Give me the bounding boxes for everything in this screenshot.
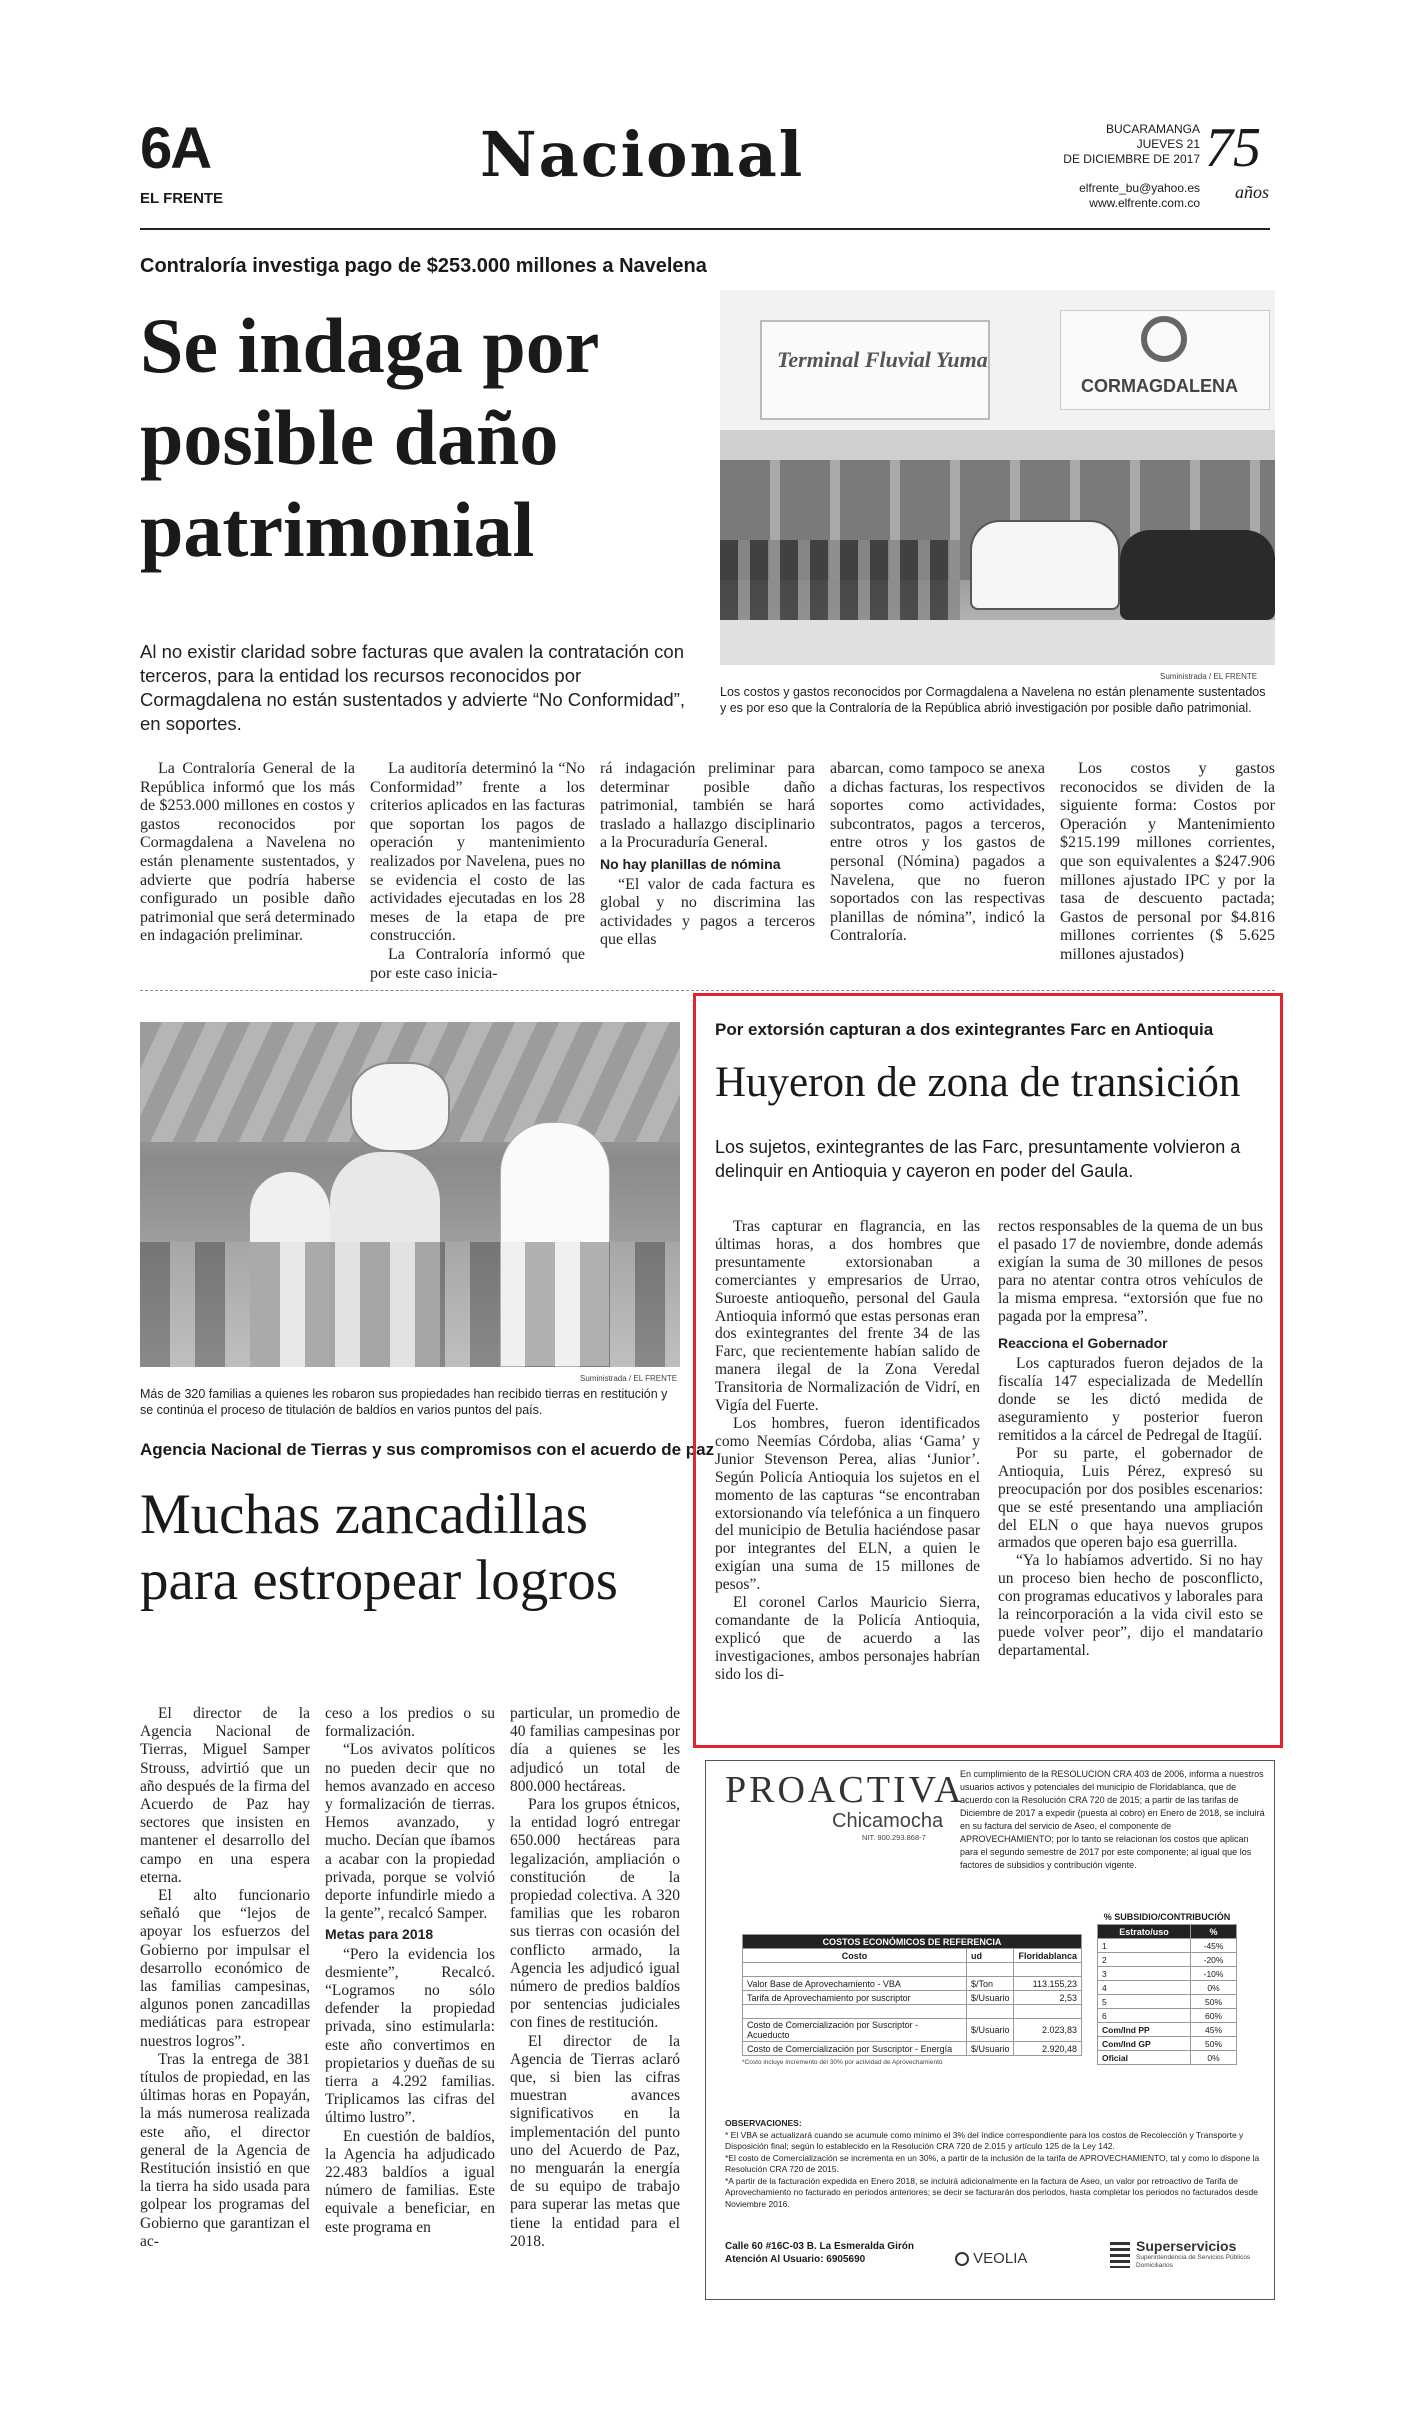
superservicios-label: Superservicios (1136, 2238, 1237, 2254)
superservicios-icon (1110, 2242, 1130, 2268)
article3-col2 (998, 1218, 1263, 1660)
paragraph: El director de la Agencia de Tierras aclaró que, si bien las cifras muestran avances significativos en la implementación del punto uno del Acuerdo de Paz, no menguarán la energía de su equipo de trabajo para superar las metas que tiene la entidad para el 2018. (510, 2032, 680, 2250)
subheading: No hay planillas de nómina (600, 855, 781, 872)
veolia-logo (955, 2250, 1027, 2267)
table-row: 2 -20% (1098, 1953, 1237, 1967)
headline-line: Muchas zancadillas (140, 1483, 588, 1546)
paragraph: Los costos y gastos reconocidos se dividen de la siguiente forma: Costos por Operación y Mantenimiento $215.199 millones corrientes, que son equivalentes a $247.906 millones ajustado IPC y por la tasa de descuento pactada; Gastos de personal por $4.816 millones corrientes ($ 5.625 millones ajustados) (1060, 760, 1275, 963)
article2-col2 (325, 1705, 495, 2237)
anniversary-number: 75 (1205, 117, 1261, 179)
paragraph: Para los grupos étnicos, la entidad logró entregar 650.000 hectáreas para legalización, ampliación o constitución de la propiedad colectiva. A 320 familias que les robaron sus tierras con ocasión del conflicto armado, la Agencia les adjudicó igual número de predios baldíos por sentencias judiciales con fines de restitución. (510, 1796, 680, 2032)
article1-col4 (830, 760, 1045, 946)
subheading: Metas para 2018 (325, 1926, 434, 1943)
cost-header: Costo (743, 1949, 967, 1963)
date: DE DICIEMBRE DE 2017 (1063, 152, 1200, 166)
cost-spacer (743, 1963, 967, 1977)
ad-address: Calle 60 #16C-03 B. La Esmeralda Girón (725, 2241, 914, 2252)
article2-col3 (510, 1705, 680, 2251)
ad-contact (725, 2240, 914, 2266)
ad-intro: En cumplimiento de la RESOLUCION CRA 403 de 2006, informa a nuestros usuarios activos y potenciales del municipio de Floridablanca, que de acuerdo con la Resolución CRA 720 de 2015; a partir de las tarifas de Diciembre de 2017 a expedir (puesta al cobro) en Enero de 2018, se incluirá en su factura del servicio de Aseo, el componente de APROVECHAMIENTO; por lo tanto se relacionan los costos que aplican para el segundo semestre de 2017 por este componente; al igual que los factores de subsidios y contribución vigente. (960, 1769, 1265, 1870)
subsidy-table-title: % SUBSIDIO/CONTRIBUCIÓN (1103, 1912, 1231, 1922)
masthead-rule (140, 228, 1270, 230)
building-roof (720, 430, 1275, 460)
building-sign-left-text: Terminal Fluvial Yuma (777, 347, 988, 372)
paragraph: La Contraloría informó que por este caso inicia- (370, 945, 585, 982)
ad-sub-brand: Chicamocha (832, 1810, 944, 1832)
paragraph: “El valor de cada factura es global y no discrimina las actividades y pagos a terceros que ellas (600, 875, 815, 949)
cost-table (742, 1934, 1082, 2066)
subsidy-table (1097, 1912, 1237, 2065)
building-sign-left (760, 320, 990, 420)
website: www.elfrente.com.co (1089, 196, 1200, 210)
car-white (970, 520, 1120, 610)
ad-observations (725, 2118, 1260, 2210)
article2-photo-caption: Más de 320 familias a quienes les robaron sus propiedades han recibido tierras en restitución y se continúa el proceso de titulación de baldíos en varios puntos del país. (140, 1387, 668, 1417)
table-row: Tarifa de Aprovechamiento por suscriptor $/Usuario 2,53 (743, 1991, 1082, 2005)
subheading: Reacciona el Gobernador (998, 1335, 1168, 1352)
dateline (1000, 122, 1200, 211)
paragraph: rectos responsables de la quema de un bus el pasado 17 de noviembre, donde además exigían la suma de 30 millones de pesos para no atentar contra otros vehículos de la misma empresa. “extorsión que fue no pagada por la empresa”. (998, 1218, 1263, 1325)
paragraph: Tras la entrega de 381 títulos de propiedad, en las últimas horas en Popayán, la más numerosa realizada este año, el director general de la Agencia de Restitución insistió en que la tierra ha sido usada para golpear los programas del Gobierno que garantizan el ac- (140, 2050, 310, 2250)
anniversary-word: años (1235, 182, 1270, 202)
article1-kicker: Contraloría investiga pago de $253.000 millones a Navelena (140, 255, 707, 277)
observation: * El VBA se actualizará cuando se acumule como mínimo el 3% del índice correspondiente para los costos de Recolección y Transporte y Disposición final; según lo establecido en la Resolución CRA 720 de 2.015 y artículo 125 de la Ley 142. (725, 2129, 1244, 2151)
paragraph: En cuestión de baldíos, la Agencia ha adjudicado 22.483 baldíos a igual número de familias. Este equivale a beneficiar, en este programa en (325, 2127, 495, 2236)
paragraph: ceso a los predios o su formalización. (325, 1705, 495, 1741)
motorcycles (720, 540, 960, 630)
article1-col1 (140, 760, 355, 946)
anniversary-logo (1205, 118, 1285, 213)
ad-phone: Atención Al Usuario: 6905690 (725, 2254, 866, 2265)
ad-nit: NIT. 900.293.868-7 (862, 1833, 926, 1842)
article2-photo (140, 1022, 680, 1367)
article3-kicker: Por extorsión capturan a dos exintegrantes Farc en Antioquia (715, 1020, 1214, 1039)
table-row: 3 -10% (1098, 1967, 1237, 1981)
observation: *A partir de la facturación expedida en Enero 2018, se incluirá adicionalmente en la factura de Aseo, un valor por retroactivo de Tarifa de Aprovechamiento no facturado en periodos anteriores; se decir se facturarán dos periodos, hasta completar los periodos no facturados desde Noviembre 2016. (725, 2175, 1258, 2209)
paragraph: rá indagación preliminar para determinar posible daño patrimonial, también se hará traslado a hallazgo disciplinario a la Procuraduría General. (600, 760, 815, 852)
paragraph: El director de la Agencia Nacional de Tierras, Miguel Samper Strouss, advirtió que un año después de la firma del Acuerdo de Paz hay sectores que insisten en mantener el desarrollo del campo en una espera eterna. (140, 1705, 310, 1886)
headline-line: para estropear logros (140, 1549, 618, 1612)
paragraph: “Pero la evidencia los desmiente”, Recalcó. “Logramos no sólo defender la propiedad privada, sino estimularla: este año convertimos en propietarios y dueñas de su tierra a 4.292 familias. Triplicamos las cifras del último lustro”. (325, 1945, 495, 2127)
article3-lead: Los sujetos, exintegrantes de las Farc, presuntamente volvieron a delinquir en Antioquia y cayeron en poder del Gaula. (715, 1137, 1241, 1181)
brand-name: EL FRENTE (140, 190, 224, 207)
superservicios-logo (1110, 2238, 1260, 2270)
car-dark (1120, 530, 1275, 620)
city: BUCARAMANGA (1105, 122, 1200, 136)
cormagdalena-logo-icon (1141, 316, 1187, 362)
building-sign-right (1060, 310, 1270, 410)
paragraph: particular, un promedio de 40 familias campesinas por día a quienes se les adjudicó un total de 800.000 hectáreas. (510, 1705, 680, 1795)
article1-col3 (600, 760, 815, 950)
table-row: 6 60% (1098, 2009, 1237, 2023)
table-row: Valor Base de Aprovechamiento - VBA $/Ton 113.155,23 (743, 1977, 1082, 1991)
article1-col2 (370, 760, 585, 983)
paragraph: “Los avivatos políticos no pueden decir que no hemos avanzado en acceso y formalización de tierras. Hemos avanzado, y mucho. Decían que íbamos a acabar con la propiedad privada, porque se volvió deporte infundirle miedo a la gente”, recalcó Samper. (325, 1741, 495, 1923)
subsidy-header: Estrato/uso (1098, 1925, 1191, 1939)
paragraph: Los hombres, fueron identificados como Neemías Córdoba, alias ‘Gama’ y Junior Stevenson Perea, alias ‘Junior’. Según Policía Antioquia los sujetos en el momento de las capturas “se encontraban extorsionando vía telefónica a un finquero del municipio de Betulia haciéndose pasar por integrantes del ELN, a quien le exigían una suma de 15 millones de pesos”. (715, 1414, 980, 1594)
pavement (720, 620, 1275, 665)
paragraph: Los capturados fueron dejados de la fiscalía 147 especializada de Medellín donde se les dictó medida de aseguramiento y posterior fueron remitidos a la cárcel de Pedregal de Itagüí. (998, 1355, 1263, 1444)
cost-header: Floridablanca (1014, 1949, 1082, 1963)
paragraph: La Contraloría General de la República informó que los más de $253.000 millones en costos y gastos reconocidos por Cormagdalena a Navelena no están plenamente sustentados, y advierte que podría haberse configurado un posible daño patrimonial que será determinado en indagación preliminar. (140, 760, 355, 945)
paragraph: La auditoría determinó la “No Conformidad” frente a los criterios aplicados en las facturas que soportan los pagos de operación y mantenimiento realizados por Navelena, pues no se evidencia el costo de las actividades ejecutadas en los 28 meses de la etapa de pre construcción. (370, 760, 585, 945)
paragraph: Por su parte, el gobernador de Antioquia, Luis Pérez, expresó su preocupación por dos posibles escenarios: que se esté presentando una ampliación del ELN o que haya nuevos grupos armados que operen bajo esa guerrilla. (998, 1444, 1263, 1552)
building-sign-right-text: CORMAGDALENA (1081, 376, 1238, 396)
headline-line: Se indaga por (140, 302, 600, 389)
table-row: 5 50% (1098, 1995, 1237, 2009)
observations-title: OBSERVACIONES: (725, 2118, 802, 2128)
table-row: 4 0% (1098, 1981, 1237, 1995)
paragraph: “Ya lo habíamos advertido. Si no hay un proceso bien hecho de posconflicto, con programas educativos y laborales para la reincorporación a la vida civil esto se puede volver peor”, dijo el mandatario departamental. (998, 1552, 1263, 1659)
weekday: JUEVES 21 (1136, 137, 1200, 151)
paragraph: El alto funcionario señaló que “lejos de apoyar los esfuerzos del Gobierno por impulsar el desarrollo económico de las familias campesinas, algunos ponen zancadillas mediáticas para estropear nuestros logros”. (140, 1887, 310, 2050)
article1-col5 (1060, 760, 1275, 965)
table-row: Com/Ind GP 50% (1098, 2037, 1237, 2051)
veolia-label: VEOLIA (973, 2250, 1028, 2267)
section-title: Nacional (480, 118, 805, 191)
held-object (350, 1062, 450, 1152)
cost-table-note: *Costo incluye incremento del 30% por actividad de Aprovechamiento (742, 2059, 943, 2066)
table-row: Costo de Comercialización por Suscriptor - Acueducto $/Usuario 2.023,83 (743, 2019, 1082, 2042)
headline-line: posible daño (140, 394, 559, 481)
ad-brand: PROACTIVA (725, 1769, 965, 1811)
veolia-icon (955, 2252, 969, 2266)
article2-photo-credit: Suministrada / EL FRENTE (580, 1374, 678, 1383)
subsidy-header: % (1191, 1925, 1237, 1939)
article1-photo (720, 290, 1275, 665)
page-number: 6A (140, 116, 211, 181)
article2-kicker: Agencia Nacional de Tierras y sus compromisos con el acuerdo de paz (140, 1440, 715, 1459)
table-row: 1 -45% (1098, 1939, 1237, 1953)
article2-headline (140, 1482, 700, 1614)
table-row (743, 2005, 1082, 2019)
paragraph: abarcan, como tampoco se anexa a dichas facturas, los respectivos soportes como actividades, subcontratos, pagos a terceros, entre otros y los gastos de personal (Nómina) pagados a Navelena, que no fueron soportados con las respectivas planillas de nómina”, indicó la Contraloría. (830, 760, 1045, 945)
paragraph: Tras capturar en flagrancia, en las últimas horas, a dos hombres que presuntamente extorsionaban a comerciantes y empresarios de Urrao, Suroeste antioqueño, personal del Gaula Antioquia informó que estas personas eran dos exintegrantes del frente 34 de las Farc, que recientemente habían salido de manera ilegal de la Zona Veredal Transitoria de Normalización de Vidrí, en Vigía del Fuerte. (715, 1218, 980, 1415)
table-row: Oficial 0% (1098, 2051, 1237, 2065)
cost-header: ud (966, 1949, 1014, 1963)
superservicios-sub: Superintendencia de Servicios Públicos Domiciliarios (1136, 2254, 1251, 2269)
article2-col1 (140, 1705, 310, 2251)
article1-photo-credit: Suministrada / EL FRENTE (1160, 672, 1258, 681)
observation: *El costo de Comercialización se incrementa en un 30%, a partir de la inclusión de la tarifa de APROVECHAMIENTO, tal y como lo dispone la Resolución CRA 720 de 2015. (725, 2152, 1260, 2174)
section-divider (140, 990, 1275, 991)
crowd (140, 1242, 680, 1367)
article1-lead: Al no existir claridad sobre facturas que avalen la contratación con terceros, para la entidad los recursos reconocidos por Cormagdalena no están sustentados y advierte “No Conformidad”, en soportes. (140, 641, 686, 734)
table-row: Costo de Comercialización por Suscriptor - Energía $/Usuario 2.920,48 (743, 2042, 1082, 2056)
table-row: Com/Ind PP 45% (1098, 2023, 1237, 2037)
paragraph: El coronel Carlos Mauricio Sierra, comandante de la Policía Antioquia, explicó que de acuerdo a las investigaciones, ambos personajes habrían sido los di- (715, 1594, 980, 1683)
article1-headline (140, 300, 700, 576)
article1-photo-caption: Los costos y gastos reconocidos por Cormagdalena a Navelena no están plenamente sustentados y es por eso que la Contraloría de la República abrió investigación por posible daño patrimonial. (720, 685, 1266, 715)
article3-headline: Huyeron de zona de transición (715, 1059, 1241, 1106)
headline-line: patrimonial (140, 486, 535, 573)
article3-col1 (715, 1218, 980, 1684)
email: elfrente_bu@yahoo.es (1079, 181, 1200, 195)
cost-table-title: COSTOS ECONÓMICOS DE REFERENCIA (743, 1935, 1082, 1949)
